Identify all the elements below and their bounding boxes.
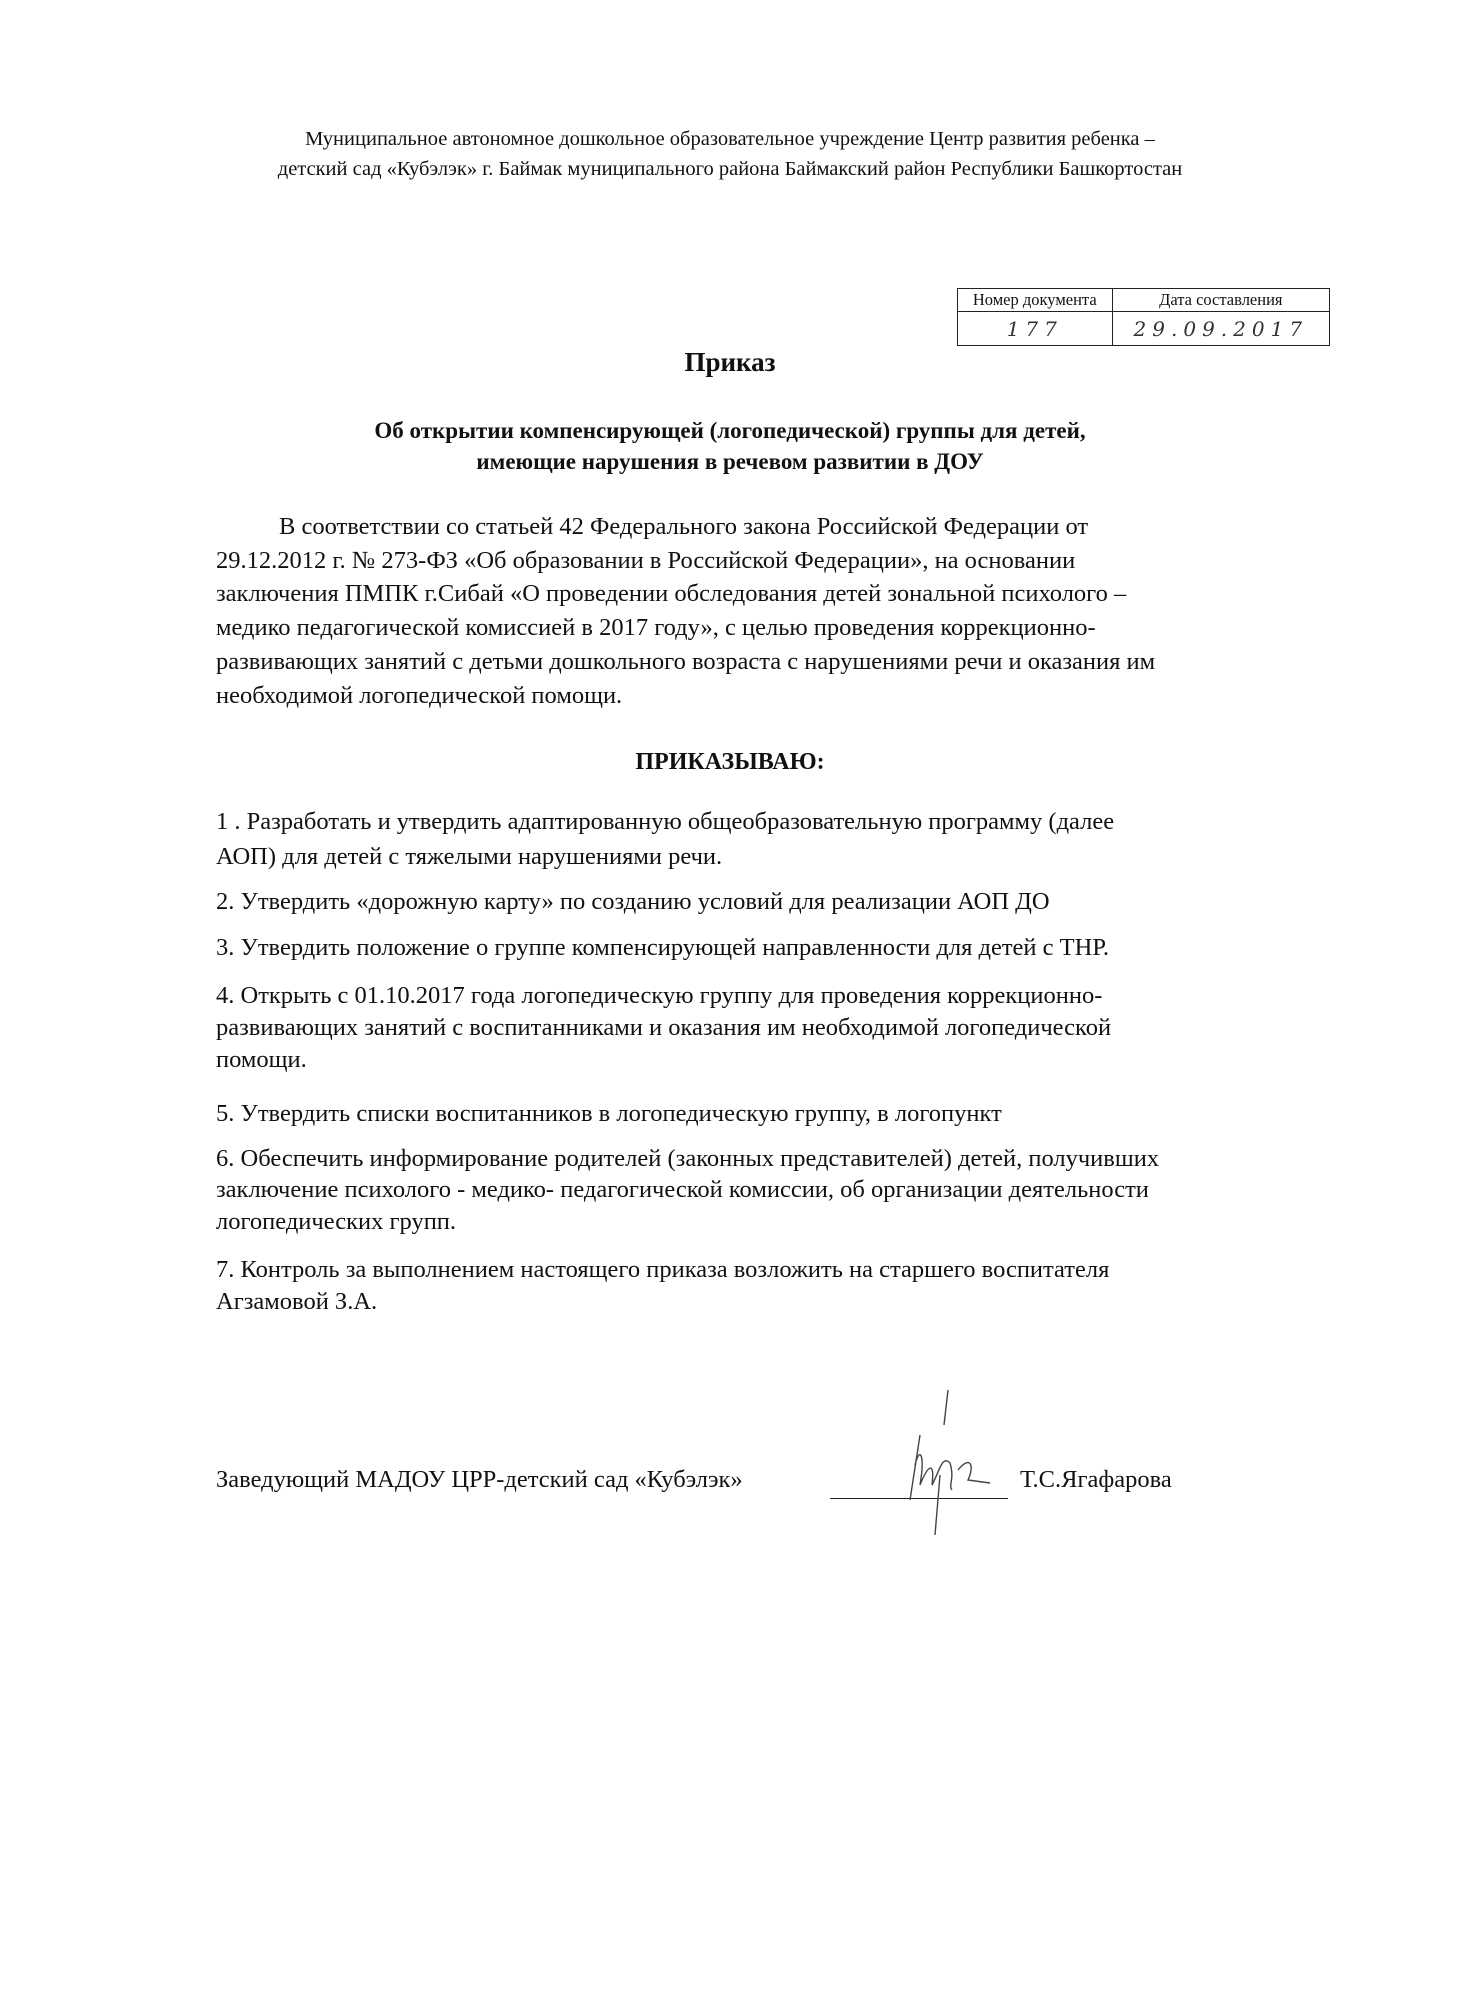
preamble-line: 29.12.2012 г. № 273-ФЗ «Об образовании в Российской Федерации», на основании (216, 547, 1076, 574)
order-item-line: 7. Контроль за выполнением настоящего приказа возложить на старшего воспитателя (216, 1256, 1110, 1283)
order-item-line: Агзамовой З.А. (216, 1288, 378, 1315)
doc-date-header: Дата составления (1112, 289, 1329, 312)
order-item-line: 2. Утвердить «дорожную карту» по созданию условий для реализации АОП ДО (216, 888, 1050, 915)
order-item-line: АОП) для детей с тяжелыми нарушениями речи. (216, 843, 723, 870)
signatory-position: Заведующий МАДОУ ЦРР-детский сад «Кубэлэк» (216, 1466, 743, 1493)
order-word: ПРИКАЗЫВАЮ: (635, 749, 825, 775)
doc-date-value: 29.09.2017 (1112, 312, 1329, 346)
order-item-line: 5. Утвердить списки воспитанников в логопедическую группу, в логопункт (216, 1100, 1002, 1127)
order-item-line: помощи. (216, 1046, 307, 1073)
subject-line-2: имеющие нарушения в речевом развитии в ДОУ (476, 449, 984, 474)
signatory-name: Т.С.Ягафарова (1020, 1466, 1172, 1493)
order-item-line: логопедических групп. (216, 1208, 457, 1235)
preamble-line: В соответствии со статьей 42 Федерального закона Российской Федерации от (279, 513, 1089, 540)
order-item-line: 1 . Разработать и утвердить адаптированную общеобразовательную программу (далее (216, 808, 1115, 835)
document-meta-table (957, 288, 1330, 346)
handwritten-signature (880, 1385, 1010, 1535)
doc-number-header: Номер документа (958, 289, 1113, 312)
order-item-line: развивающих занятий с воспитанниками и оказания им необходимой логопедической (216, 1014, 1112, 1041)
order-item-line: 3. Утвердить положение о группе компенсирующей направленности для детей с ТНР. (216, 934, 1110, 961)
preamble-line: заключения ПМПК г.Сибай «О проведении обследования детей зональной психолого – (216, 580, 1127, 607)
subject-line-1: Об открытии компенсирующей (логопедической) группы для детей, (374, 418, 1086, 443)
preamble-line: развивающих занятий с детьми дошкольного возраста с нарушениями речи и оказания им (216, 648, 1156, 675)
preamble-line: необходимой логопедической помощи. (216, 682, 623, 709)
org-header-line-2: детский сад «Кубэлэк» г. Баймак муниципального района Баймакский район Республики Башкортостан (277, 158, 1183, 180)
order-item-line: заключение психолого - медико- педагогической комиссии, об организации деятельности (216, 1176, 1149, 1203)
preamble-line: медико педагогической комиссией в 2017 году», с целью проведения коррекционно- (216, 614, 1096, 641)
order-item-line: 4. Открыть с 01.10.2017 года логопедическую группу для проведения коррекционно- (216, 982, 1103, 1009)
org-header-line-1: Муниципальное автономное дошкольное образовательное учреждение Центр развития ребенка – (305, 128, 1155, 150)
order-item-line: 6. Обеспечить информирование родителей (законных представителей) детей, получивших (216, 1145, 1160, 1172)
document-title: Приказ (684, 347, 776, 377)
doc-number-value: 177 (958, 312, 1113, 346)
